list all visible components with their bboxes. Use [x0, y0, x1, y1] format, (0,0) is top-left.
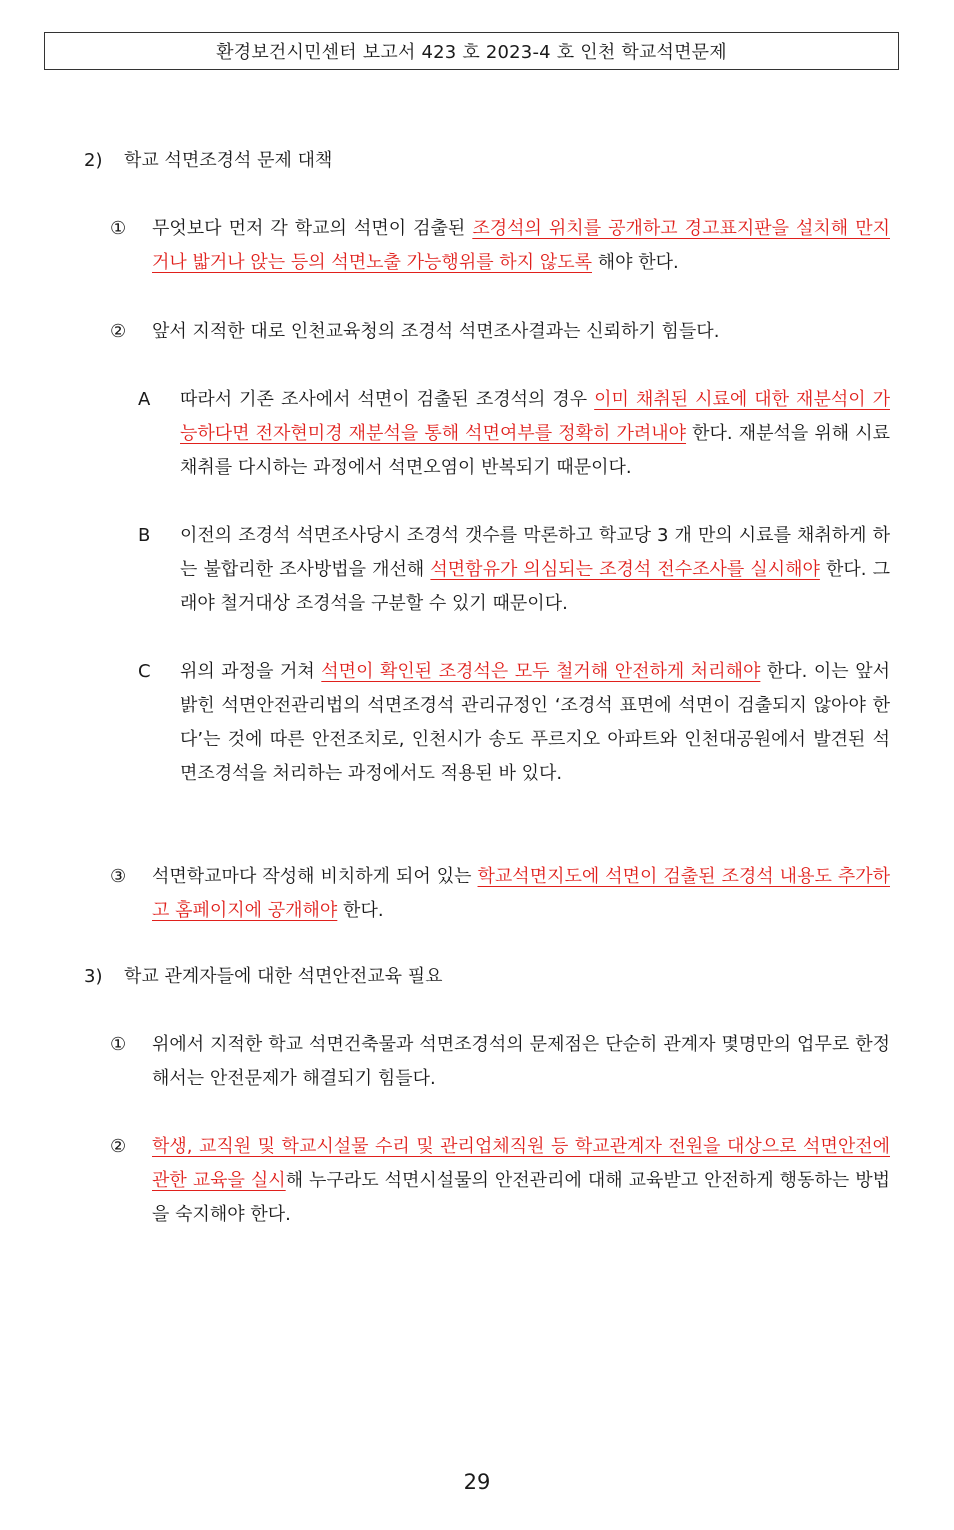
sub-item-marker: B [138, 525, 151, 546]
section-2-title: 학교 석면조경석 문제 대책 [124, 150, 333, 171]
text-run: 석면학교마다 작성해 비치하게 되어 있는 [152, 866, 478, 887]
highlighted-text: 석면이 확인된 조경석은 모두 철거해 안전하게 처리해야 [321, 661, 761, 682]
highlighted-text: 석면함유가 의심되는 조경석 전수조사를 실시해야 [430, 559, 820, 580]
item-marker: ② [110, 1136, 127, 1157]
sub-item-marker: A [138, 389, 151, 410]
paragraph [180, 655, 890, 791]
text-run: 해 누구라도 석면시설물의 안전관리에 대해 교육받고 안전하게 행동하는 방법을 숙지해야 한다. [152, 1170, 890, 1225]
sub-item-c [138, 655, 890, 791]
paragraph [180, 519, 890, 621]
section-2-item-2 [110, 315, 890, 349]
highlighted-text: 학교석면지도에 석면이 검출된 조경석 내용도 추가하고 홈페이지에 공개해야 [152, 866, 890, 921]
paragraph [152, 212, 890, 280]
text-run: 한다. 그래야 철거대상 조경석을 구분할 수 있기 때문이다. [180, 559, 890, 614]
text-run: 따라서 기존 조사에서 석면이 검출된 조경석의 경우 [180, 389, 595, 410]
text-run: 이전의 조경석 석면조사당시 조경석 갯수를 막론하고 학교당 3 개 만의 시료를 채취하게 하는 불합리한 조사방법을 개선해 [180, 525, 890, 580]
highlighted-text: 학생, 교직원 및 학교시설물 수리 및 관리업체직원 등 학교관계자 전원을 대상으로 석면안전에 관한 교육을 실시 [152, 1136, 890, 1191]
text-run: 한다. 이는 앞서 밝힌 석면안전관리법의 석면조경석 관리규정인 ‘조경석 표면에 석면이 검출되지 않아야 한다’는 것에 따른 안전조치로, 인천시가 송도 푸르지오 아파트와 인천대공원에서 발견된 석면조경석을 처리하는 과정에서도 적용된 바 있다. [180, 661, 890, 784]
text-run: 위의 과정을 거쳐 [180, 661, 322, 682]
section-3-heading [84, 960, 442, 994]
section-2-heading [84, 144, 332, 178]
item-marker: ② [110, 321, 127, 342]
section-2-item-1 [110, 212, 890, 280]
report-header-title: 환경보건시민센터 보고서 423 호 2023-4 호 인천 학교석면문제 [216, 42, 727, 63]
text-run: 한다. 재분석을 위해 시료채취를 다시하는 과정에서 석면오염이 반복되기 때문이다. [180, 423, 890, 478]
section-2-number: 2) [84, 150, 103, 171]
page-number: 29 [463, 1470, 491, 1494]
text-run: 해야 한다. [591, 252, 679, 273]
paragraph: 앞서 지적한 대로 인천교육청의 조경석 석면조사결과는 신뢰하기 힘들다. [152, 321, 720, 342]
section-3-item-2 [110, 1130, 890, 1232]
report-header [44, 32, 899, 70]
highlighted-text: 조경석의 위치를 공개하고 경고표지판을 설치해 만지거나 밟거나 앉는 등의 석면노출 가능행위를 하지 않도록 [152, 218, 890, 273]
paragraph [152, 1130, 890, 1232]
paragraph: 위에서 지적한 학교 석면건축물과 석면조경석의 문제점은 단순히 관계자 몇명만의 업무로 한정해서는 안전문제가 해결되기 힘들다. [152, 1034, 890, 1089]
item-marker: ① [110, 1034, 127, 1055]
section-3-item-1 [110, 1028, 890, 1096]
item-marker: ③ [110, 866, 127, 887]
item-marker: ① [110, 218, 127, 239]
text-run: 무엇보다 먼저 각 학교의 석면이 검출된 [152, 218, 473, 239]
highlighted-text: 이미 채취된 시료에 대한 재분석이 가능하다면 전자현미경 재분석을 통해 석면여부를 정확히 가려내야 [180, 389, 890, 444]
sub-item-b [138, 519, 890, 621]
section-3-number: 3) [84, 966, 103, 987]
sub-item-marker: C [138, 661, 151, 682]
text-run: 한다. [337, 900, 384, 921]
section-3-title: 학교 관계자들에 대한 석면안전교육 필요 [124, 966, 443, 987]
paragraph [180, 383, 890, 485]
paragraph [152, 860, 890, 928]
sub-item-a [138, 383, 890, 485]
section-2-item-3 [110, 860, 890, 928]
